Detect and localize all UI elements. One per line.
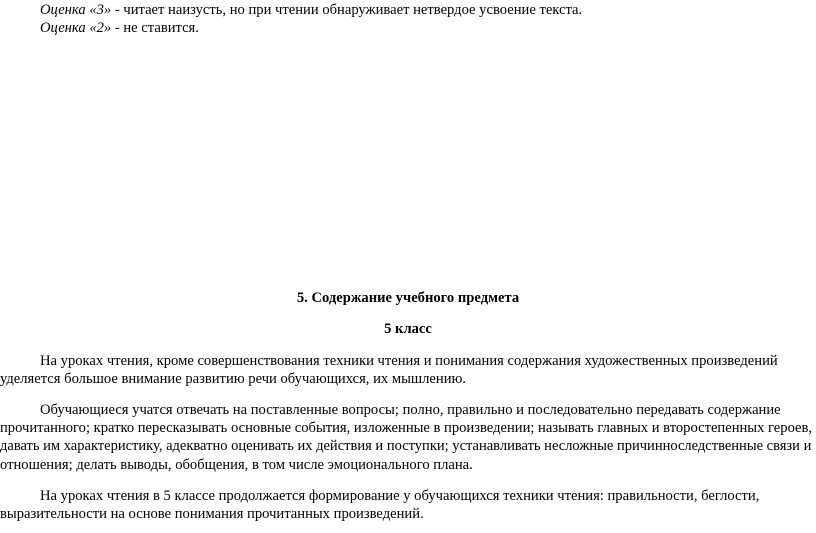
grade-2-text: - не ставится. bbox=[111, 20, 199, 36]
grade-3-label: Оценка «3» bbox=[40, 2, 112, 18]
paragraph-2-line-2: прочитанного; кратко пересказывать основные события, изложенные в произведении; называть главных и второстепенных героев, bbox=[0, 420, 813, 436]
grade-3-line bbox=[40, 1, 582, 19]
section-subheading: 5 класс bbox=[384, 321, 432, 337]
section-heading: 5. Содержание учебного предмета bbox=[296, 290, 520, 306]
paragraph-3-line-1: На уроках чтения в 5 классе продолжается формирование у обучающихся техники чтения: правильности, беглости, bbox=[40, 488, 760, 504]
paragraph-1-line-1: На уроках чтения, кроме совершенствования техники чтения и понимания содержания художественных произведений bbox=[40, 353, 778, 369]
paragraph-2-line-1: Обучающиеся учатся отвечать на поставленные вопросы; полно, правильно и последовательно передавать содержание bbox=[40, 402, 781, 418]
paragraph-2-line-3: давать им характеристику, адекватно оценивать их действия и поступки; устанавливать несложные причинноследственные связи и bbox=[0, 438, 812, 454]
paragraph-1-line-2: уделяется большое внимание развитию речи обучающихся, их мышлению. bbox=[0, 371, 467, 387]
paragraph-2-line-4: отношения; делать выводы, обобщения, в том числе эмоционального плана. bbox=[0, 457, 473, 473]
grade-2-line bbox=[40, 19, 199, 37]
grade-3-text: - читает наизусть, но при чтении обнаруживает нетвердое усвоение текста. bbox=[111, 2, 583, 18]
grade-2-label: Оценка «2» bbox=[40, 20, 112, 36]
paragraph-3-line-2: выразительности на основе понимания прочитанных произведений. bbox=[0, 506, 424, 522]
